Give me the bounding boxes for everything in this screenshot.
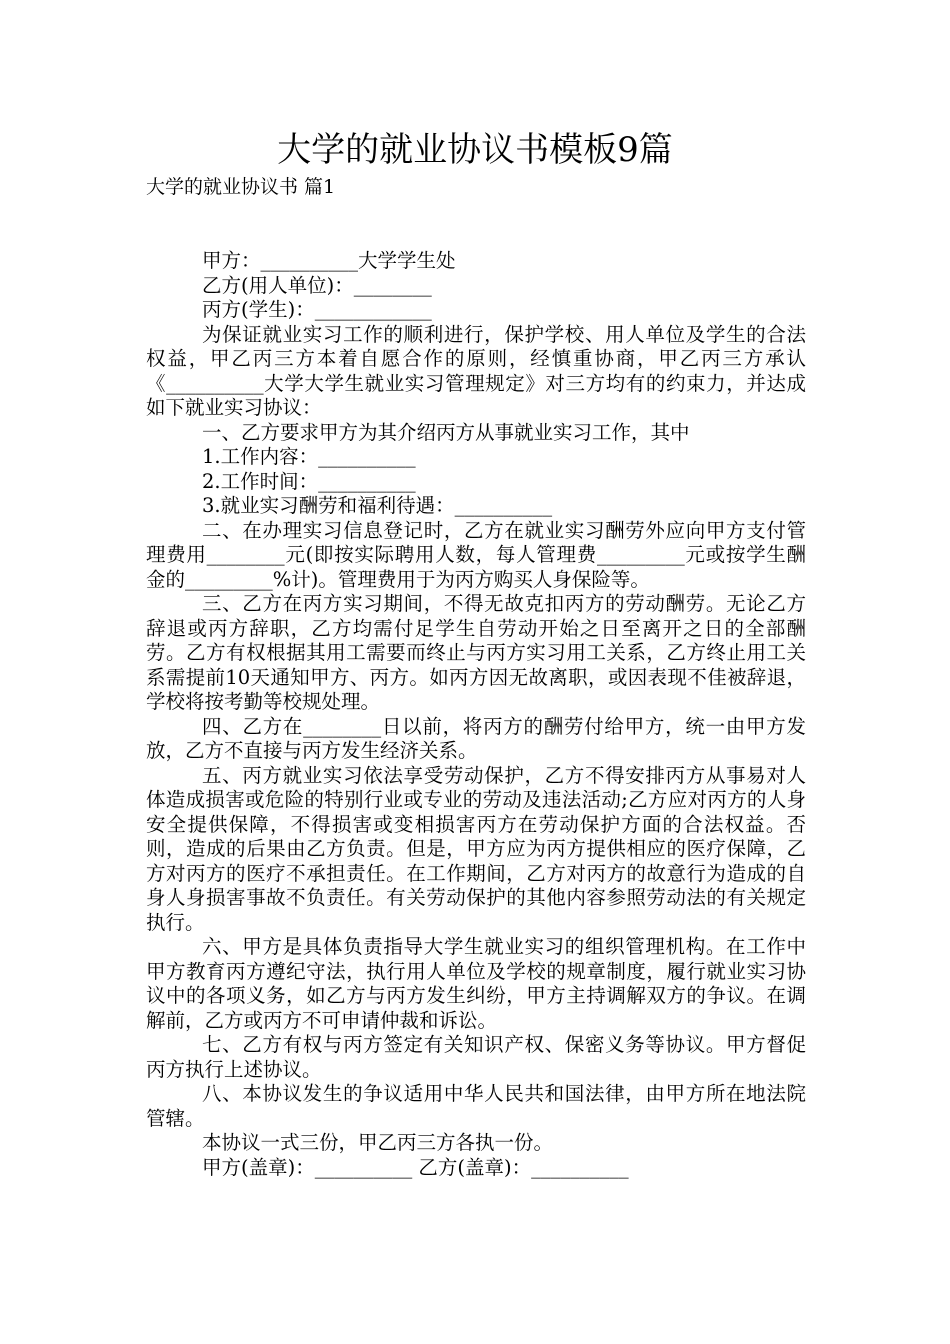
clause-5: 五、丙方就业实习依法享受劳动保护，乙方不得安排丙方从事易对人体造成损害或危险的特别行业或专业的劳动及违法活动;乙方应对丙方的人身安全提供保障，不得损害或变相损害丙方在劳动保护方面的合法权益。否则，造成的后果由乙方负责。但是，甲方应为丙方提供相应的医疗保障，乙方对丙方的医疗不承担责任。在工作期间，乙方对丙方的故意行为造成的自身人身损害事故不负责任。有关劳动保护的其他内容参照劳动法的有关规定执行。 <box>146 763 806 934</box>
intro-paragraph: 为保证就业实习工作的顺利进行，保护学校、用人单位及学生的合法权益，甲乙丙三方本着自愿合作的原则，经慎重协商，甲乙丙三方承认《__________大学大学生就业实习管理规定》对三方均有的约束力，并达成如下就业实习协议： <box>146 322 806 419</box>
clause-7: 七、乙方有权与丙方签定有关知识产权、保密义务等协议。甲方督促丙方执行上述协议。 <box>146 1033 806 1081</box>
party-b-line: 乙方(用人单位)：________ <box>202 273 432 297</box>
signature-line: 甲方(盖章)：__________ 乙方(盖章)：__________ <box>202 1155 629 1179</box>
document-title: 大学的就业协议书模板9篇 <box>277 130 673 170</box>
document-subtitle: 大学的就业协议书 篇1 <box>146 176 336 198</box>
party-a-line: 甲方：__________大学学生处 <box>202 249 456 272</box>
document-body <box>146 249 806 1180</box>
clause-6: 六、甲方是具体负责指导大学生就业实习的组织管理机构。在工作中甲方教育丙方遵纪守法，执行用人单位及学校的规章制度，履行就业实习协议中的各项义务，如乙方与丙方发生纠纷，甲方主持调解双方的争议。在调解前，乙方或丙方不可申请仲裁和诉讼。 <box>146 935 806 1032</box>
clause-2: 二、在办理实习信息登记时，乙方在就业实习酬劳外应向甲方支付管理费用________元(即按实际聘用人数，每人管理费_________元或按学生酬金的_________%计)。管理费用于为丙方购买人身保险等。 <box>146 518 806 591</box>
clause-1: 一、乙方要求甲方为其介绍丙方从事就业实习工作，其中 <box>202 420 690 444</box>
clause-1-item-2: 2.工作时间：__________ <box>202 469 416 493</box>
clause-8: 八、本协议发生的争议适用中华人民共和国法律，由甲方所在地法院管辖。 <box>146 1082 806 1130</box>
clause-4: 四、乙方在________日以前，将丙方的酬劳付给甲方，统一由甲方发放，乙方不直接与丙方发生经济关系。 <box>146 714 806 762</box>
clause-1-item-3: 3.就业实习酬劳和福利待遇：__________ <box>202 494 553 517</box>
copies-line: 本协议一式三份，甲乙丙三方各执一份。 <box>202 1131 554 1154</box>
clause-1-item-1: 1.工作内容：__________ <box>202 445 416 468</box>
clause-3: 三、乙方在丙方实习期间，不得无故克扣丙方的劳动酬劳。无论乙方辞退或丙方辞职，乙方均需付足学生自劳动开始之日至离开之日的全部酬劳。乙方有权根据其用工需要而终止与丙方实习用工关系，乙方终止用工关系需提前10天通知甲方、丙方。如丙方因无故离职，或因表现不佳被辞退，学校将按考勤等校规处理。 <box>146 592 806 713</box>
party-c-line: 丙方(学生)：____________ <box>202 298 432 321</box>
